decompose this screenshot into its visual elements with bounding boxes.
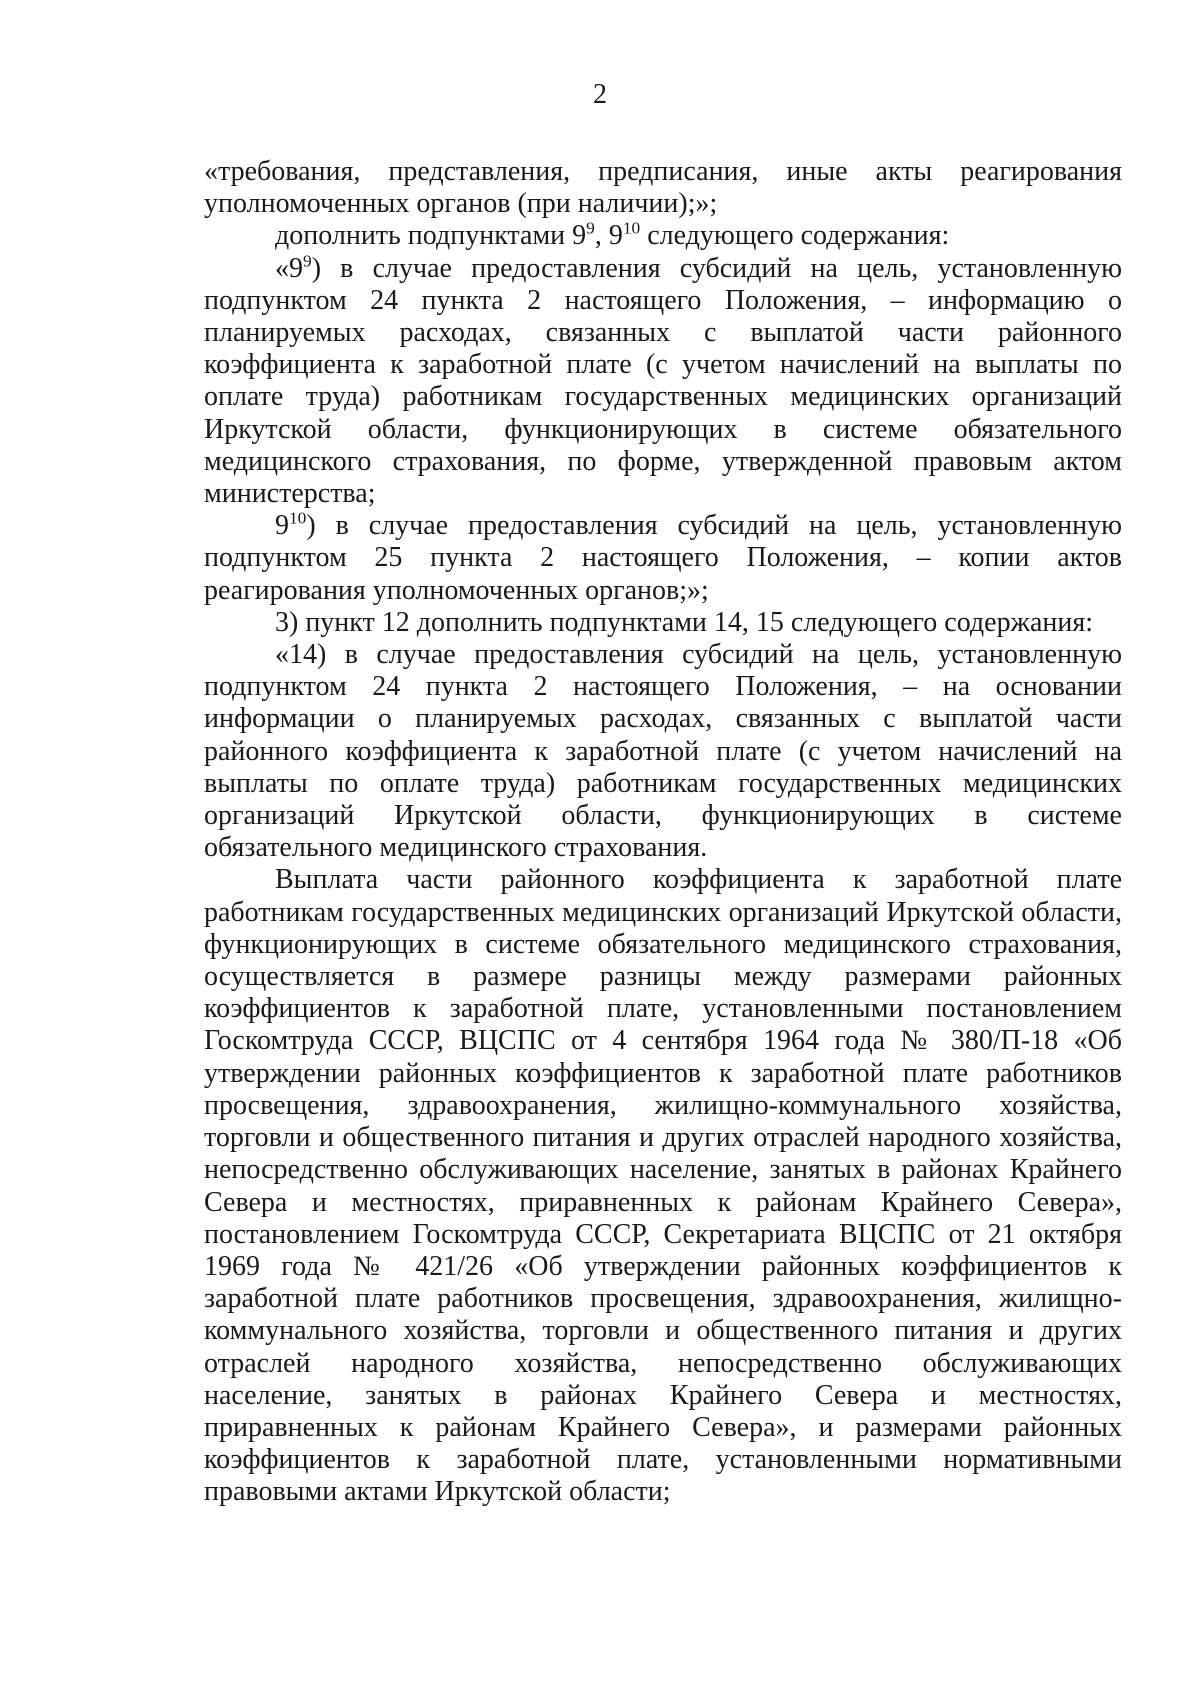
paragraph-text: , 9 <box>594 220 623 252</box>
superscript: 10 <box>289 508 307 528</box>
paragraph-text: «9 <box>275 252 303 284</box>
paragraph-subpoint-9-10 <box>204 510 1122 607</box>
superscript: 9 <box>586 219 595 239</box>
superscript: 9 <box>303 251 312 271</box>
paragraph-text: ) в случае предоставления субсидий на цель, установленную подпунктом 24 пункта 2 настоящего Положения, – информацию о планируемых расходах, связанных с выплатой части районного коэффициента к заработной плате (с учетом начислений на выплаты по оплате труда) работникам государственных медицинских организаций Иркутской области, функционирующих в системе обязательного медицинского страхования, по форме, утвержденной правовым актом министерства; <box>204 252 1122 510</box>
paragraph-text: следующего содержания: <box>640 220 950 252</box>
paragraph-amendment-intro <box>204 220 1122 252</box>
document-body <box>204 156 1122 1509</box>
page-number: 2 <box>593 79 607 110</box>
paragraph-subpoint-14: «14) в случае предоставления субсидий на цель, установленную подпунктом 24 пункта 2 настоящего Положения, – на основании информации о планируемых расходах, связанных с выплатой части районного коэффициента к заработной плате (с учетом начислений на выплаты по оплате труда) работникам государственных медицинских организаций Иркутской области, функционирующих в системе обязательного медицинского страхования. <box>204 639 1122 864</box>
paragraph-text: ) в случае предоставления субсидий на цель, установленную подпунктом 25 пункта 2 настоящего Положения, – копии актов реагирования уполномоченных органов;»; <box>204 510 1122 606</box>
paragraph-subpoint-9-9 <box>204 253 1122 511</box>
paragraph-point-3: 3) пункт 12 дополнить подпунктами 14, 15 следующего содержания: <box>275 606 1094 638</box>
paragraph-text: 9 <box>275 510 289 542</box>
paragraph-payment-description: Выплата части районного коэффициента к заработной плате работникам государственных медицинских организаций Иркутской области, функционирующих в системе обязательного медицинского страхования, осуществляется в размере разницы между размерами районных коэффициентов к заработной плате, установленными постановлением Госкомтруда СССР, ВЦСПС от 4 сентября 1964 года № 380/П-18 «Об утверждении районных коэффициентов к заработной плате работников просвещения, здравоохранения, жилищно-коммунального хозяйства, торговли и общественного питания и других отраслей народного хозяйства, непосредственно обслуживающих население, занятых в районах Крайнего Севера и местностях, приравненных к районам Крайнего Севера», постановлением Госкомтруда СССР, Секретариата ВЦСПС от 21 октября 1969 года № 421/26 «Об утверждении районных коэффициентов к заработной плате работников просвещения, здравоохранения, жилищно-коммунального хозяйства, торговли и общественного питания и других отраслей народного хозяйства, непосредственно обслуживающих население, занятых в районах Крайнего Севера и местностях, приравненных к районам Крайнего Севера», и размерами районных коэффициентов к заработной плате, установленными нормативными правовыми актами Иркутской области; <box>204 864 1122 1508</box>
paragraph-text: дополнить подпунктами 9 <box>275 220 587 252</box>
superscript: 10 <box>622 219 641 239</box>
paragraph-continuation: «требования, представления, предписания, иные акты реагирования уполномоченных органов (при наличии);»; <box>204 156 1122 220</box>
